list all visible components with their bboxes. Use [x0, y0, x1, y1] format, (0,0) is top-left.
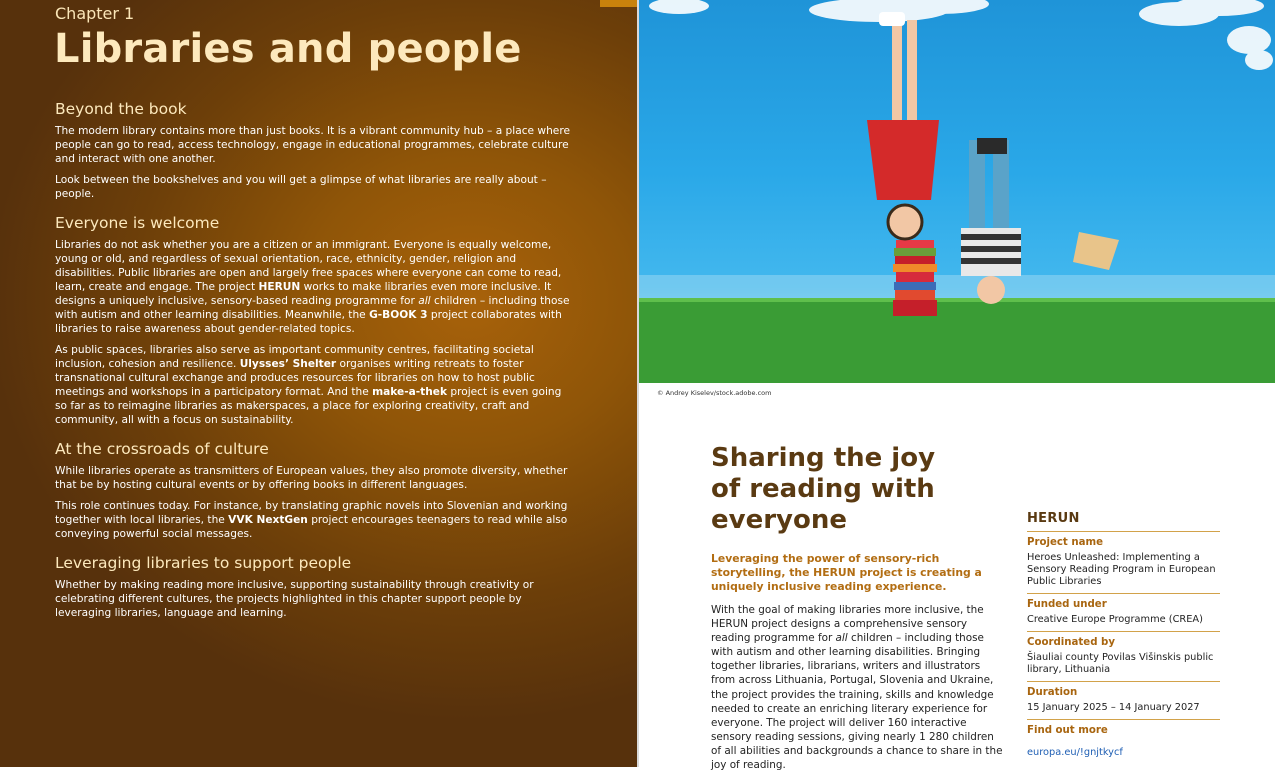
- paragraph: Look between the bookshelves and you will get a glimpse of what libraries are really about – people.: [55, 174, 547, 200]
- find-out-more-block: [1027, 720, 1220, 764]
- paragraph: The modern library contains more than just books. It is a vibrant community hub – a place where people can go to read, access technology, engage in educational programmes, celebrate culture and interact with one another.: [55, 125, 570, 165]
- project-name-gbook3: G-BOOK 3: [369, 309, 428, 321]
- sidebar-title: HERUN: [1027, 511, 1080, 526]
- left-page: [0, 0, 637, 767]
- paragraph: While libraries operate as transmitters of European values, they also promote diversity, whether that be by hosting cultural events or by offering books in different languages.: [55, 465, 568, 491]
- article-title: Sharing the joy of reading with everyone: [711, 443, 936, 535]
- section-heading: Leveraging libraries to support people: [55, 554, 352, 572]
- coordinated-by-block: [1027, 632, 1220, 682]
- girl-figure: [867, 12, 939, 239]
- find-out-more-label: Find out more: [1027, 725, 1108, 736]
- section-heading: Beyond the book: [55, 100, 187, 118]
- duration-block: [1027, 682, 1220, 720]
- project-name-value: Heroes Unleashed: Implementing a Sensory Reading Program in European Public Libraries: [1027, 552, 1216, 587]
- section-leveraging-libraries: [55, 554, 575, 620]
- coordinated-by-value: Šiauliai county Povilas Višinskis public library, Lithuania: [1027, 652, 1214, 675]
- section-everyone-is-welcome: [55, 214, 575, 427]
- project-name-ulysses-shelter: Ulysses’ Shelter: [239, 358, 337, 370]
- funded-under-label: Funded under: [1027, 599, 1107, 610]
- funded-under-value: Creative Europe Programme (CREA): [1027, 614, 1203, 625]
- chapter-label: Chapter 1: [55, 4, 135, 23]
- book-stack: [893, 240, 937, 316]
- chapter-title: Libraries and people: [54, 26, 522, 72]
- coordinated-by-label: Coordinated by: [1027, 637, 1115, 648]
- duration-value: 15 January 2025 – 14 January 2027: [1027, 702, 1200, 713]
- cloud-shapes: [649, 0, 1273, 70]
- project-name-vvk-nextgen: VVK NextGen: [228, 514, 308, 526]
- article-lead: Leveraging the power of sensory-rich storytelling, the HERUN project is creating a uniquely inclusive reading experience.: [711, 552, 982, 593]
- project-name-block: [1027, 532, 1220, 594]
- project-name-make-a-thek: make-a-thek: [372, 386, 448, 398]
- project-info-sidebar: [1027, 511, 1220, 764]
- photo-credit: © Andrey Kiselev/stock.adobe.com: [657, 389, 772, 397]
- chapter-text-column: [55, 100, 575, 633]
- paragraph: Whether by making reading more inclusive, supporting sustainability through creativity or celebrating different cultures, the projects highlighted in this chapter support people by leveraging libraries, language and learning.: [55, 579, 534, 619]
- section-beyond-the-book: [55, 100, 575, 201]
- hero-photo: [639, 0, 1275, 383]
- section-crossroads-of-culture: [55, 440, 575, 541]
- section-heading: Everyone is welcome: [55, 214, 220, 232]
- photo-illustration: [639, 0, 1275, 383]
- project-link[interactable]: europa.eu/!gnjtkycf: [1027, 747, 1123, 758]
- project-name-herun: HERUN: [258, 281, 301, 293]
- section-heading: At the crossroads of culture: [55, 440, 269, 458]
- project-name-label: Project name: [1027, 537, 1103, 548]
- funded-under-block: [1027, 594, 1220, 632]
- paragraph: As public spaces, libraries also serve as important community centres, facilitating societal inclusion, cohesion and resilience. Ulysses’ Shelter organises writing retreats to foster transnational cultural exchange and produces resources for libraries on how to host public meetings and workshops in a participatory format. And the make-a-thek project is even going so far as to reimagine libraries as makerspaces, a place for exploring creativity, craft and community, all with a focus on sustainability.: [55, 344, 562, 426]
- paragraph: This role continues today. For instance, by translating graphic novels into Slovenian and working together with local libraries, the VVK NextGen project encourages teenagers to read while also conveying powerful social messages.: [55, 500, 568, 540]
- article-body: With the goal of making libraries more inclusive, the HERUN project designs a comprehensive sensory reading programme for all children – including those with autism and other learning disabilities. Bringing together libraries, librarians, writers and illustrators from across Lithuania, Portugal, Slovenia and Ukraine, the project provides the training, skills and knowledge needed to create an enriching literary experience for everyone. The project will deliver 160 interactive sensory reading sessions, giving nearly 1 280 children of all abilities and backgrounds a chance to share in the joy of reading.: [711, 604, 1003, 772]
- paragraph: Libraries do not ask whether you are a citizen or an immigrant. Everyone is equally welcome, young or old, and regardless of sexual orientation, race, ethnicity, gender, religion and disabilities. Public libraries are open and largely free spaces where everyone can come to read, learn, create and engage. The project HERUN works to make libraries even more inclusive. It designs a uniquely inclusive, sensory-based reading programme for all children – including those with autism and other learning disabilities. Meanwhile, the G-BOOK 3 project collaborates with libraries to raise awareness about gender-related topics.: [55, 239, 570, 335]
- duration-label: Duration: [1027, 687, 1078, 698]
